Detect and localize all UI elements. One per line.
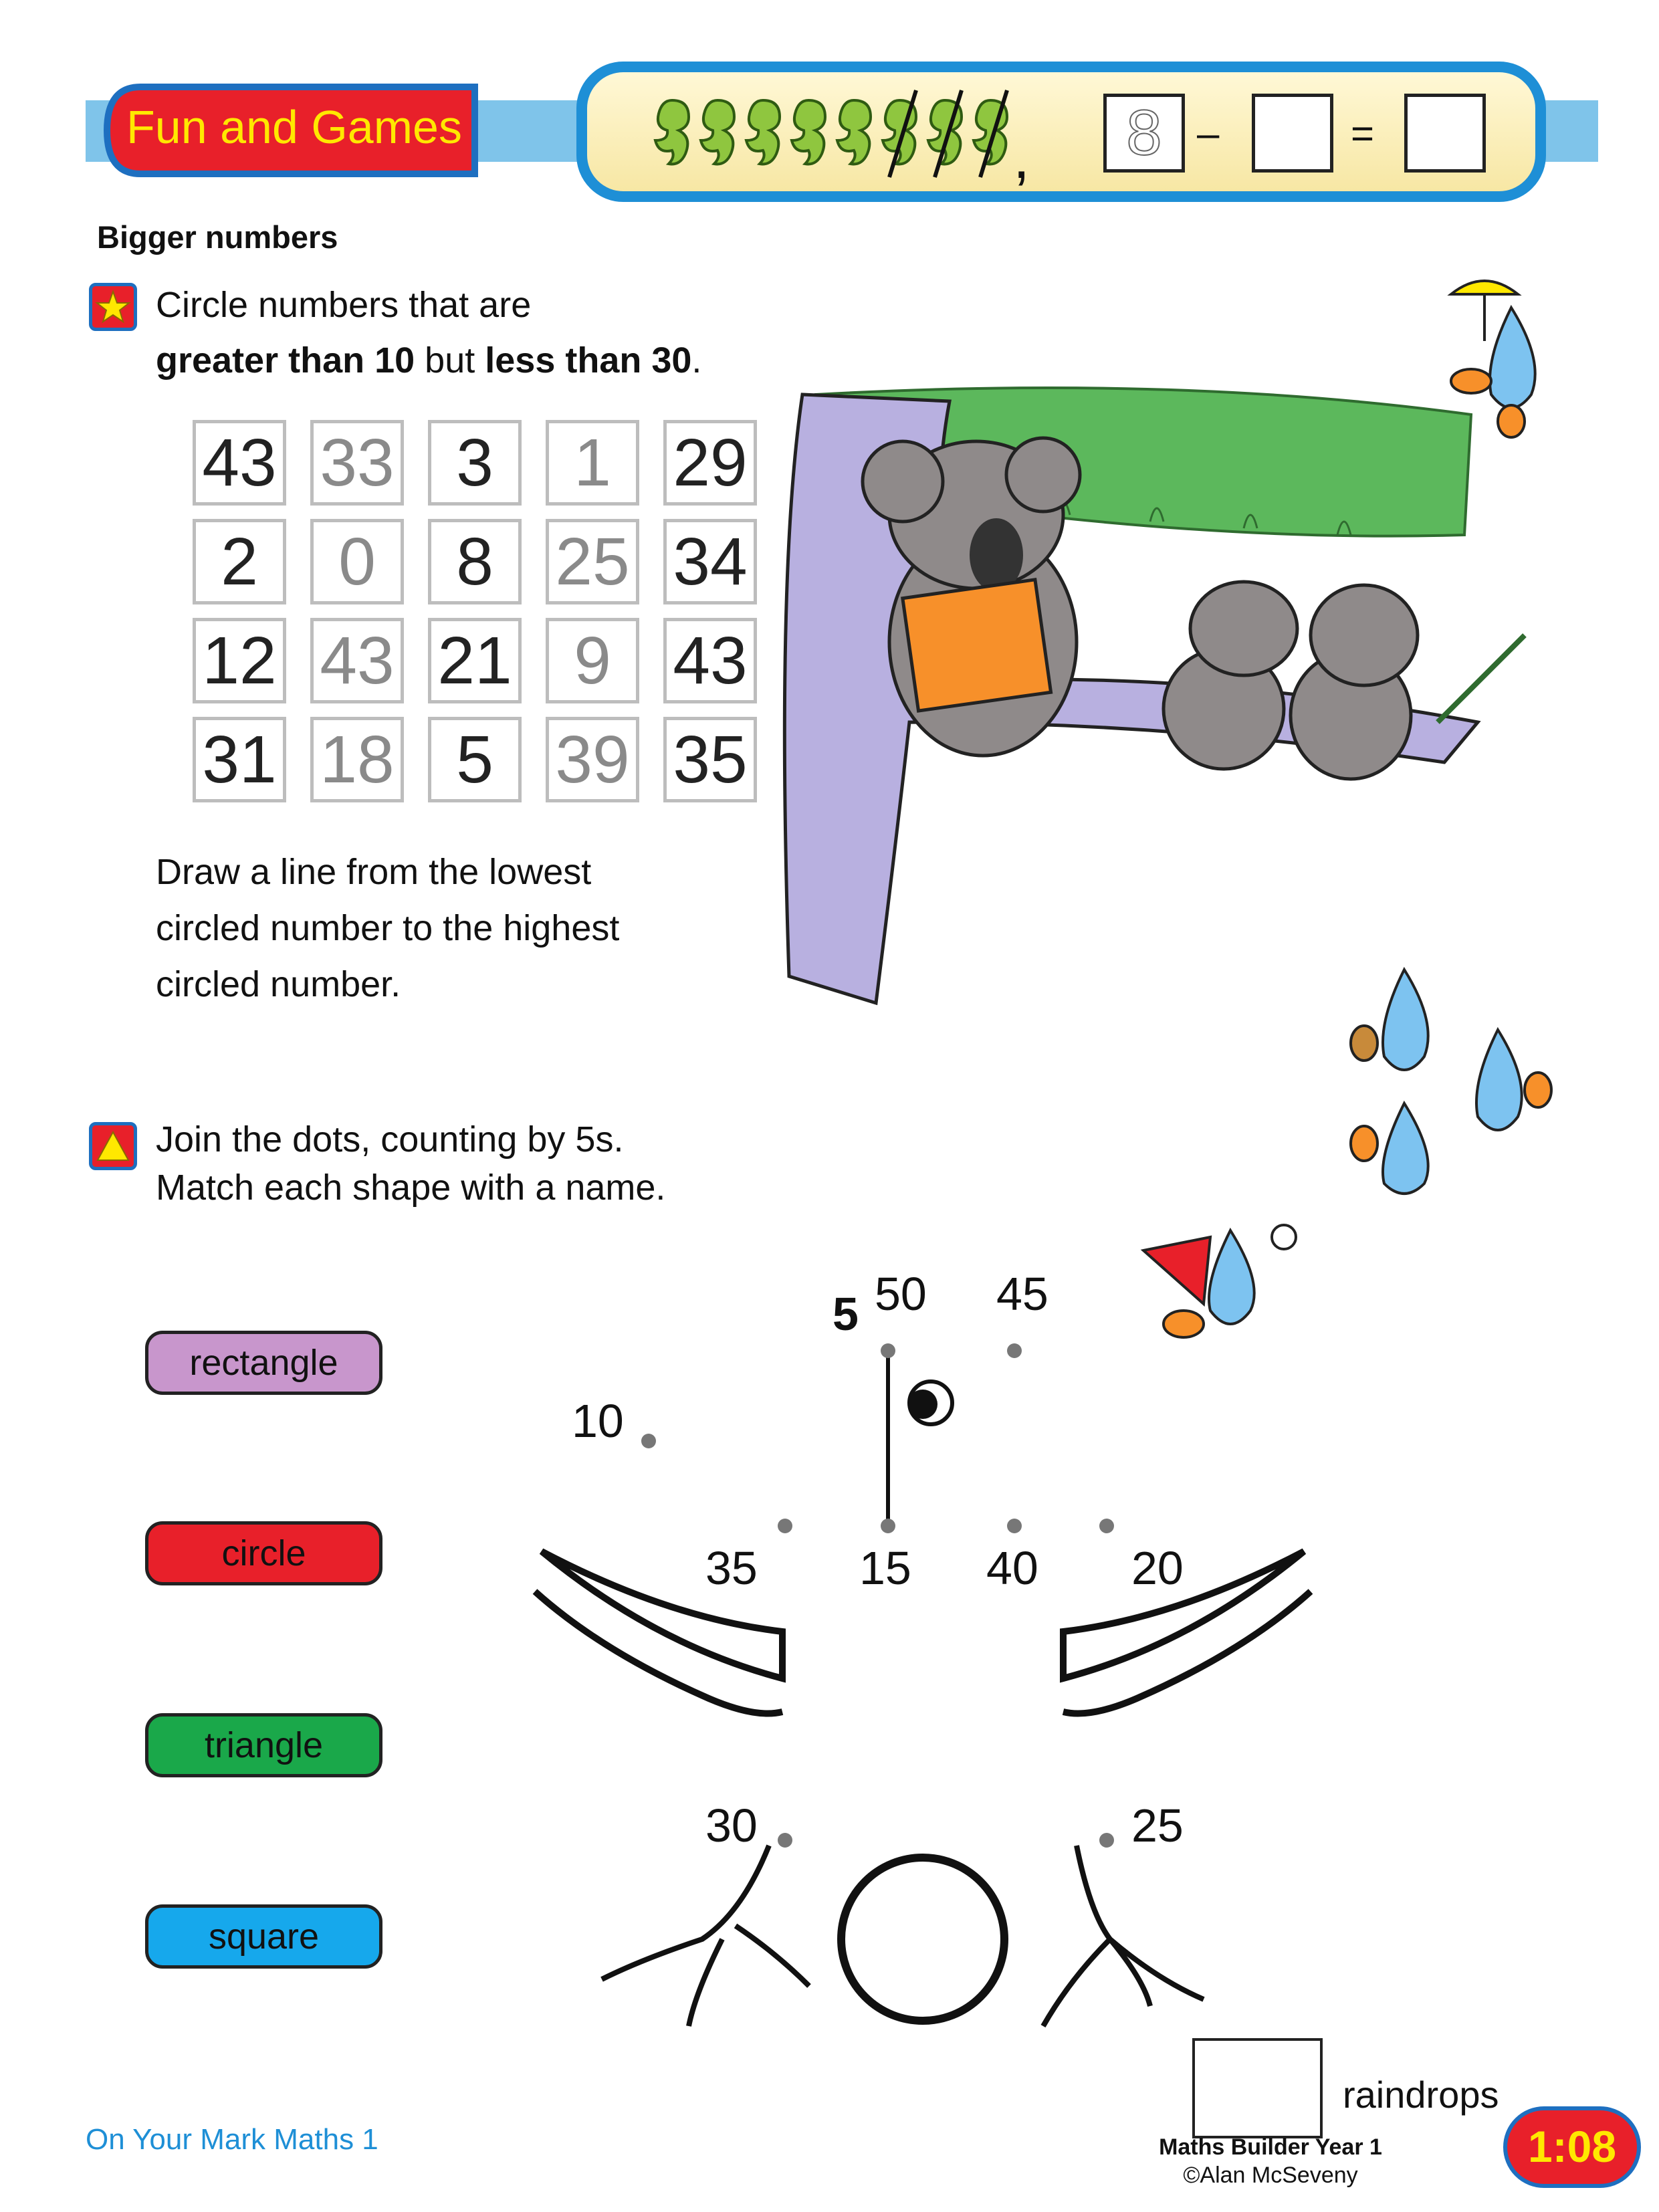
grid-number-cell[interactable]: 43 [663, 618, 757, 703]
footer-series: On Your Mark Maths 1 [86, 2123, 378, 2156]
dot-label-40: 40 [986, 1542, 1038, 1594]
dot-10[interactable] [641, 1434, 656, 1448]
equation-first-box [1103, 94, 1185, 173]
task2-line2: Match each shape with a name. [156, 1168, 666, 1208]
raindrop-group-characters [1344, 943, 1571, 1197]
task1-period: . [691, 340, 702, 380]
dot-label-15: 15 [859, 1542, 911, 1594]
owl-feet [602, 1846, 1204, 2026]
grid-number-cell[interactable]: 18 [310, 717, 404, 802]
task1-line1: Circle numbers that are [156, 285, 532, 325]
dot-label-30: 30 [705, 1799, 758, 1852]
dot-label-10: 10 [572, 1395, 624, 1447]
task1-bold-less: less than 30 [485, 340, 692, 380]
grid-number-cell[interactable]: 2 [193, 519, 286, 604]
draw-line-text-3: circled number. [156, 964, 401, 1004]
dot-35[interactable] [778, 1519, 792, 1533]
page-number-badge: 1:08 [1503, 2106, 1641, 2188]
footer-copyright: ©Alan McSeveny [1183, 2163, 1358, 2188]
draw-line-instruction [156, 844, 824, 1012]
dot-to-dot-owl [522, 1270, 1324, 2100]
raindrop-umbrella-character [1438, 267, 1571, 441]
draw-line-text-1: Draw a line from the lowest [156, 852, 592, 892]
dot-45[interactable] [1007, 1343, 1022, 1358]
page-title: Fun and Games [126, 101, 462, 153]
dot-15[interactable] [881, 1519, 895, 1533]
dot-label-20: 20 [1131, 1542, 1184, 1594]
grid-number-cell[interactable]: 31 [193, 717, 286, 802]
grid-number-cell[interactable]: 43 [310, 618, 404, 703]
section-heading: Bigger numbers [97, 219, 338, 255]
equals-sign: = [1351, 111, 1375, 156]
koala-illustration [776, 374, 1578, 1016]
owl-pupil [908, 1390, 937, 1419]
footer-book: Maths Builder Year 1 [1159, 2134, 1382, 2160]
grid-number-cell[interactable]: 35 [663, 717, 757, 802]
shape-name-square[interactable]: square [145, 1904, 382, 1969]
grid-number-cell[interactable]: 3 [428, 420, 522, 506]
seahorse-row [645, 87, 1020, 181]
seahorse-icon [655, 100, 689, 164]
dot-40[interactable] [1007, 1519, 1022, 1533]
task1-but: but [425, 340, 475, 380]
dot-5[interactable] [881, 1343, 895, 1358]
raindrops-label: raindrops [1343, 2074, 1499, 2116]
equation-second-box[interactable] [1252, 94, 1333, 173]
dot-label-35: 35 [705, 1542, 758, 1594]
minus-sign: – [1197, 111, 1220, 156]
raindrops-answer-box[interactable] [1192, 2038, 1323, 2138]
seahorse-icon [701, 100, 734, 164]
grid-number-cell[interactable]: 33 [310, 420, 404, 506]
dot-30[interactable] [778, 1833, 792, 1848]
shape-name-rectangle[interactable]: rectangle [145, 1331, 382, 1395]
owl-wings [535, 1551, 1311, 1714]
equation-first-value: 8 [1126, 97, 1162, 169]
grid-number-cell[interactable]: 1 [546, 420, 639, 506]
triangle-badge [89, 1122, 137, 1170]
equation-comma: , [1013, 124, 1030, 191]
grid-number-cell[interactable]: 0 [310, 519, 404, 604]
seahorse-icon [792, 100, 825, 164]
star-icon [92, 286, 134, 328]
shape-name-triangle[interactable]: triangle [145, 1713, 382, 1777]
grid-number-cell[interactable]: 34 [663, 519, 757, 604]
seahorse-icon [746, 100, 780, 164]
grid-number-cell[interactable]: 9 [546, 618, 639, 703]
dot-label-5: 5 [833, 1288, 859, 1340]
grid-number-cell[interactable]: 29 [663, 420, 757, 506]
footer-book-info [1150, 2133, 1391, 2189]
task1-line2 [156, 332, 701, 389]
task2-line1: Join the dots, counting by 5s. [156, 1119, 624, 1159]
star-badge [89, 283, 137, 331]
dot-25[interactable] [1099, 1833, 1114, 1848]
dot-20[interactable] [1099, 1519, 1114, 1533]
grid-number-cell[interactable]: 21 [428, 618, 522, 703]
task1-bold-greater: greater than 10 [156, 340, 415, 380]
grid-number-cell[interactable]: 8 [428, 519, 522, 604]
equation-result-box[interactable] [1404, 94, 1486, 173]
grid-number-cell[interactable]: 43 [193, 420, 286, 506]
draw-line-text-2: circled number to the highest [156, 908, 620, 948]
owl-belly-circle [841, 1858, 1004, 2021]
shape-name-circle[interactable]: circle [145, 1521, 382, 1585]
dot-label-25: 25 [1131, 1799, 1184, 1852]
dot-label-45: 45 [996, 1268, 1048, 1320]
grid-number-cell[interactable]: 12 [193, 618, 286, 703]
grid-number-cell[interactable]: 25 [546, 519, 639, 604]
dot-label-50: 50 [875, 1268, 927, 1320]
seahorse-icon [837, 100, 871, 164]
grid-number-cell[interactable]: 39 [546, 717, 639, 802]
grid-number-cell[interactable]: 5 [428, 717, 522, 802]
triangle-icon [92, 1125, 134, 1167]
